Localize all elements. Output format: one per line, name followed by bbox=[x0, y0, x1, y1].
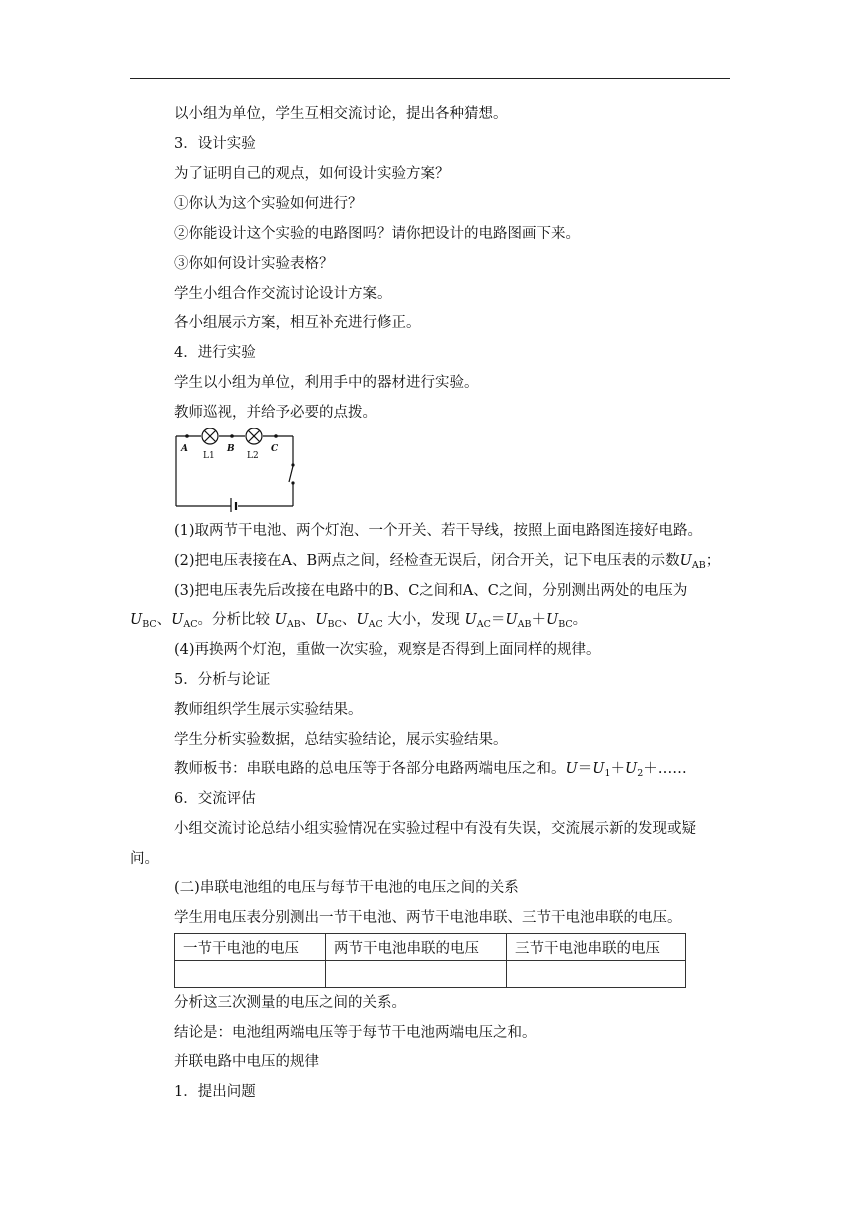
node-label-b: B bbox=[227, 444, 235, 454]
text-line: 学生以小组为单位，利用手中的器材进行实验。 bbox=[174, 375, 479, 391]
lamp-label-l2: L2 bbox=[247, 451, 259, 461]
text-line: 并联电路中电压的规律 bbox=[174, 1054, 319, 1070]
circuit-diagram bbox=[172, 428, 300, 512]
lamp-label-l1: L1 bbox=[203, 451, 215, 461]
subsection-heading: (二)串联电池组的电压与每节干电池的电压之间的关系 bbox=[174, 880, 519, 896]
text-line: 教师组织学生展示实验结果。 bbox=[174, 702, 363, 718]
section-heading: 3．设计实验 bbox=[174, 136, 256, 152]
text-line: ②你能设计这个实验的电路图吗？请你把设计的电路图画下来。 bbox=[174, 226, 580, 242]
section-heading: 4．进行实验 bbox=[174, 345, 256, 361]
text-line: ③你如何设计实验表格？ bbox=[174, 256, 334, 272]
section-heading: 5．分析与论证 bbox=[174, 672, 271, 688]
section-heading: 1．提出问题 bbox=[174, 1084, 256, 1100]
header-rule bbox=[130, 78, 730, 79]
text-line: 分析这三次测量的电压之间的关系。 bbox=[174, 995, 406, 1011]
section-heading: 6．交流评估 bbox=[174, 791, 256, 807]
text-line: 问。 bbox=[130, 851, 159, 867]
text-line: ①你认为这个实验如何进行？ bbox=[174, 196, 363, 212]
step-2: (2)把电压表接在A、B两点之间，经检查无误后，闭合开关，记下电压表的示数$U_{AB}$； bbox=[174, 553, 721, 571]
table-cell bbox=[175, 961, 326, 988]
table-cell bbox=[326, 961, 507, 988]
voltage-table bbox=[174, 933, 686, 988]
step-1: (1)取两节干电池、两个灯泡、一个开关、若干导线，按照上面电路图连接好电路。 bbox=[174, 523, 703, 539]
text-line: 结论是：电池组两端电压等于每节干电池两端电压之和。 bbox=[174, 1025, 537, 1041]
text-line: 学生小组合作交流讨论设计方案。 bbox=[174, 286, 392, 302]
table-cell bbox=[507, 961, 686, 988]
text-line: 各小组展示方案，相互补充进行修正。 bbox=[174, 315, 421, 331]
step-3-cont: $U_{BC}$、$U_{AC}$。分析比较 $U_{AB}$、$U_{BC}$、$U_{AC}$ 大小，发现 $U_{AC}=U_{AB}+U_{BC}$。 bbox=[130, 612, 588, 630]
step-4: (4)再换两个灯泡，重做一次实验，观察是否得到上面同样的规律。 bbox=[174, 642, 601, 658]
board-conclusion: 教师板书：串联电路的总电压等于各部分电路两端电压之和。$U=U_1+U_2+\dots\dots$ bbox=[174, 761, 687, 779]
text-line: 小组交流讨论总结小组实验情况在实验过程中有没有失误，交流展示新的发现或疑 bbox=[174, 821, 696, 837]
text-line: 教师巡视，并给予必要的点拨。 bbox=[174, 405, 377, 421]
table-row bbox=[175, 961, 686, 988]
text-line: 以小组为单位，学生互相交流讨论，提出各种猜想。 bbox=[174, 106, 508, 122]
text-line: 为了证明自己的观点，如何设计实验方案？ bbox=[174, 166, 450, 182]
node-label-a: A bbox=[181, 444, 188, 454]
node-label-c: C bbox=[271, 444, 279, 454]
text-line: 学生分析实验数据，总结实验结论，展示实验结果。 bbox=[174, 732, 508, 748]
table-header-cell: 两节干电池串联的电压 bbox=[326, 934, 507, 961]
text-line: 学生用电压表分别测出一节干电池、两节干电池串联、三节干电池串联的电压。 bbox=[174, 910, 682, 926]
table-header-cell: 三节干电池串联的电压 bbox=[507, 934, 686, 961]
table-header-cell: 一节干电池的电压 bbox=[175, 934, 326, 961]
table-header-row bbox=[175, 934, 686, 961]
step-3: (3)把电压表先后改接在电路中的B、C之间和A、C之间，分别测出两处的电压为 bbox=[174, 583, 688, 599]
